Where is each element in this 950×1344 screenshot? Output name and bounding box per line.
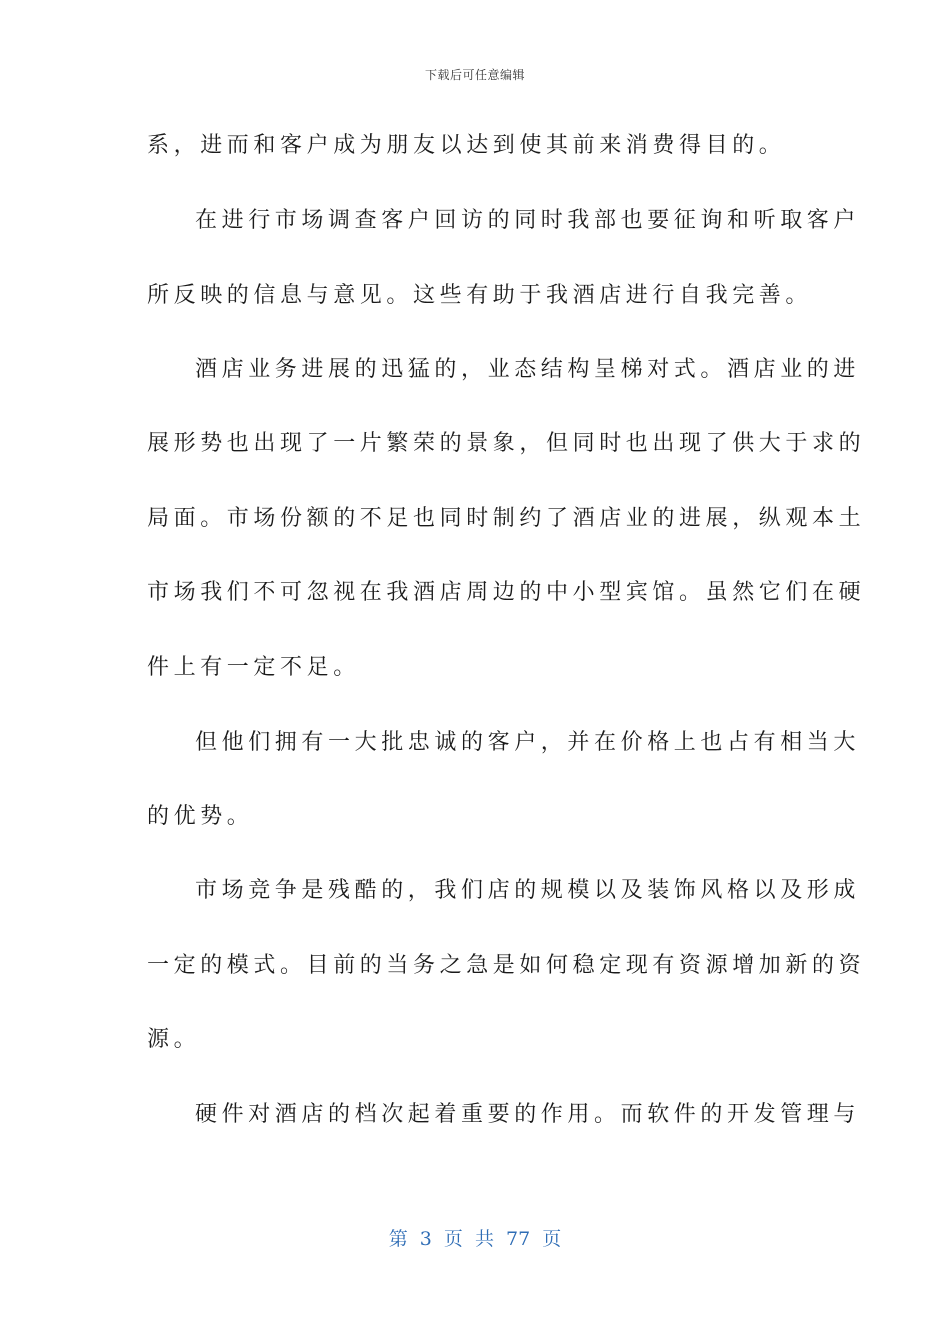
page-header-note: 下载后可任意编辑 [424,68,525,82]
paragraph-first-line: 硬件对酒店的档次起着重要的作用。而软件的开发管理与 [195,1102,861,1127]
body-line: 源。 [147,1027,201,1052]
paragraph-first-line: 市场竞争是残酷的，我们店的规模以及装饰风格以及形成 [195,878,861,903]
page-number-footer: 第 3 页 共 77 页 [388,1228,562,1250]
body-line: 市场我们不可忽视在我酒店周边的中小型宾馆。虽然它们在硬 [147,580,866,605]
paragraph-first-line: 酒店业务进展的迅猛的，业态结构呈梯对式。酒店业的进 [195,357,861,382]
paragraph-first-line: 在进行市场调查客户回访的同时我部也要征询和听取客户 [195,208,861,233]
body-line: 系，进而和客户成为朋友以达到使其前来消费得目的。 [147,133,786,158]
paragraph-first-line: 但他们拥有一大批忠诚的客户，并在价格上也占有相当大 [195,730,861,755]
body-line: 展形势也出现了一片繁荣的景象，但同时也出现了供大于求的 [147,431,866,456]
body-line: 一定的模式。目前的当务之急是如何稳定现有资源增加新的资 [147,953,866,978]
body-line: 所反映的信息与意见。这些有助于我酒店进行自我完善。 [147,283,813,308]
body-line: 的优势。 [147,804,254,829]
body-line: 局面。市场份额的不足也同时制约了酒店业的进展，纵观本土 [147,506,866,531]
body-line: 件上有一定不足。 [147,655,360,680]
